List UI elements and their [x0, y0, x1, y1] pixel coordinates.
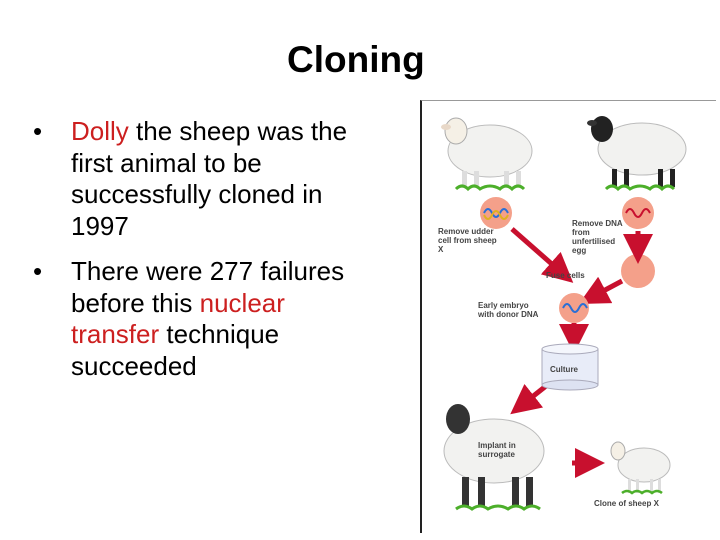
- embryo-cell-icon: [559, 293, 589, 323]
- bullet-list: [33, 116, 363, 396]
- bullet-failures: [33, 256, 363, 382]
- udder-cell-icon: [480, 197, 512, 229]
- label-remove-udder-cell: Remove udder cell from sheep X: [438, 227, 497, 254]
- slide-title: Cloning: [287, 39, 425, 80]
- clone-lamb-icon: [611, 442, 670, 493]
- bullet-failures-highlight: nuclear transfer: [71, 287, 285, 349]
- black-faced-sheep-icon: [587, 116, 686, 189]
- bullet-dolly-text: the sheep was the first animal to be successfully cloned in 1997: [71, 116, 348, 241]
- bullet-failures-tail: technique succeeded: [71, 319, 280, 381]
- bullet-dolly-highlight: Dolly: [71, 116, 129, 146]
- cloning-diagram: [420, 100, 716, 533]
- label-clone: Clone of sheep X: [594, 499, 659, 508]
- label-culture: Culture: [550, 365, 578, 374]
- bullet-dolly: [33, 116, 363, 242]
- label-early-embryo: Early embryo with donor DNA: [478, 301, 539, 319]
- cloning-diagram-art: [422, 101, 716, 533]
- sheep-x-icon: [441, 118, 532, 189]
- bullet-dot: •: [33, 116, 43, 146]
- enucleated-egg-icon: [621, 254, 655, 288]
- label-fuse-cells: Fuse cells: [546, 271, 585, 280]
- label-remove-dna: Remove DNA from unfertilised egg: [572, 219, 623, 255]
- label-implant: Implant in surrogate: [478, 441, 516, 459]
- bullet-dot: •: [33, 256, 43, 286]
- bullet-failures-text: There were 277 failures before this: [71, 256, 345, 318]
